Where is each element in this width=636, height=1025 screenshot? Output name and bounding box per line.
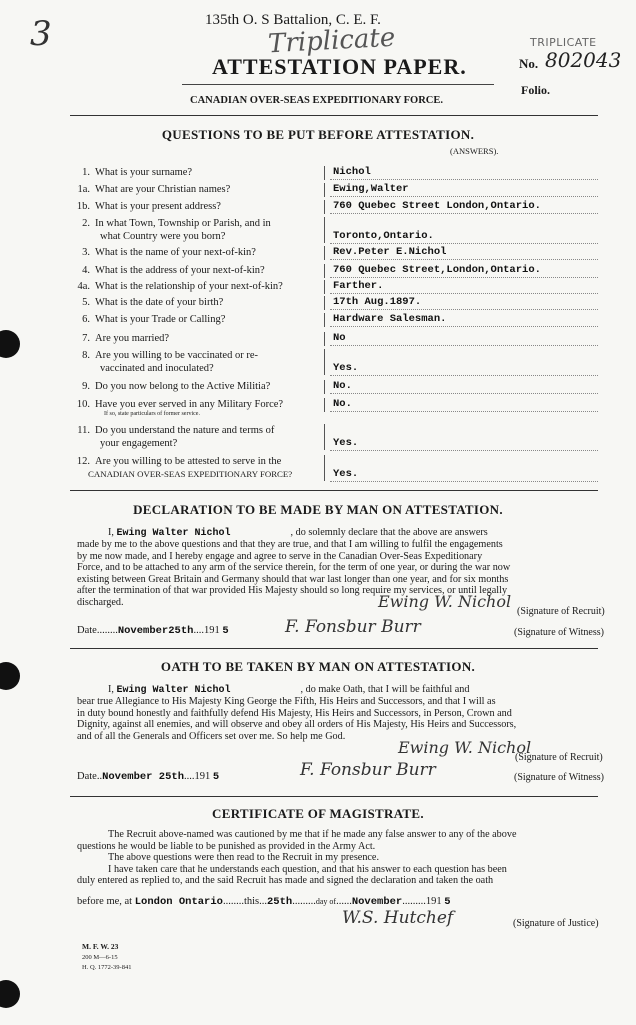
oath-end-rule (70, 796, 598, 797)
declaration-line: by me now made, and I hereby engage and agree to serve in the Canadian Over-Seas Expeditionary (77, 550, 483, 562)
header-rule (70, 115, 598, 116)
declaration-line: Force, and to be attached to any arm of the service therein, for the term of one year, or during the war now (77, 562, 511, 574)
question-number: 2. (82, 218, 90, 229)
answer-line (330, 326, 598, 327)
triplicate-handwritten: Triplicate (267, 22, 396, 60)
question-number: 1a. (77, 184, 90, 195)
answer-line (330, 375, 598, 376)
question-text-continued: vaccinated and inoculated? (100, 363, 214, 374)
declaration-date: November25th (117, 625, 194, 637)
question-text-continued: what Country were you born? (100, 231, 226, 242)
answer-value: 760 Quebec Street London,Ontario. (333, 200, 541, 212)
answer-line (330, 277, 598, 278)
question-note: If so, state particulars of former service. (104, 411, 200, 417)
declaration-end-rule (70, 648, 598, 649)
question-text: What are your Christian names? (95, 184, 231, 195)
certificate-line: The above questions were then read to the Recruit in my presence. (108, 852, 380, 864)
triplicate-stamp: TRIPLICATE (530, 36, 597, 49)
question-text: What is your Trade or Calling? (95, 314, 226, 325)
title-rule (182, 84, 494, 85)
question-text: What is your surname? (95, 167, 193, 178)
answer-bracket (324, 349, 325, 375)
oath-date-row: Date..November 25th....191 5 (77, 771, 220, 783)
justice-signature: W.S. Hutchef (342, 908, 454, 928)
answer-line (330, 259, 598, 260)
answer-value: No. (333, 380, 352, 392)
answer-line (330, 309, 598, 310)
answer-bracket (324, 280, 325, 294)
answer-value: Yes. (333, 468, 359, 480)
number-label: No. (519, 56, 539, 71)
folio-label: Folio. (521, 83, 550, 97)
declaration-line: discharged. (77, 597, 124, 608)
subtitle: CANADIAN OVER-SEAS EXPEDITIONARY FORCE. (190, 95, 444, 106)
oath-year-digit: 5 (212, 771, 220, 783)
declaration-i: I, (108, 527, 114, 538)
declaration-line1 (108, 527, 488, 539)
answer-bracket (324, 246, 325, 260)
declaration-line: made by me to the above questions and that they are true, and that I am willing to fulfil the engagements (77, 539, 503, 550)
answer-value: Ewing,Walter (333, 183, 409, 195)
question-number: 9. (82, 381, 90, 392)
answer-line (330, 196, 598, 197)
declaration-year-digit: 5 (222, 625, 229, 637)
answer-line (330, 411, 598, 412)
answer-bracket (324, 313, 325, 327)
oath-name: Ewing Walter Nichol (116, 685, 231, 696)
regimental-number: 802043 (545, 48, 622, 72)
declaration-suffix: , do solemnly declare that the above are answers (290, 527, 488, 538)
punch-hole-3 (0, 980, 20, 1008)
question-number: 6. (82, 314, 90, 325)
certificate-line: I have taken care that he understands each question, and that his answer to each question has been (108, 863, 507, 875)
oath-recruit-signature: Ewing W. Nichol (398, 738, 532, 757)
question-number: 12. (76, 456, 90, 467)
justice-label: (Signature of Justice) (513, 918, 599, 929)
certificate-month: November (351, 896, 403, 908)
declaration-date-row: Date........November25th....191 5 (77, 625, 229, 637)
footer-form-number: M. F. W. 23 (82, 942, 119, 951)
declaration-year-prefix: 191 (203, 625, 220, 636)
declaration-heading: DECLARATION TO BE MADE BY MAN ON ATTESTATION. (133, 502, 503, 517)
questions-end-rule (70, 490, 598, 491)
oath-line: in duty bound honestly and faithfully defend His Majesty, His Heirs and Successors, in Person, Crown and (77, 707, 512, 719)
question-text: Are you willing to be vaccinated or re- (95, 350, 258, 361)
question-number: 5. (82, 297, 90, 308)
question-text: What is the address of your next-of-kin? (95, 265, 265, 276)
oath-line1 (108, 684, 469, 696)
answer-value: 760 Quebec Street,London,Ontario. (333, 264, 541, 276)
declaration-recruit-signature: Ewing W. Nichol (378, 592, 512, 611)
oath-date-label: Date (77, 771, 97, 782)
question-text: What is the date of your birth? (95, 297, 224, 308)
certificate-line: duly entered as replied to, and the said Recruit has made and signed the declaration and taken the oath (77, 875, 494, 887)
oath-line: and of all the Generals and Officers set over me. So help me God. (77, 730, 346, 742)
footer-print-run: 200 M—6-15 (82, 954, 118, 961)
question-number: 1b. (76, 201, 90, 212)
answer-bracket (324, 332, 325, 346)
question-text: Have you ever served in any Military Force? (95, 399, 284, 410)
certificate-day: 25th (267, 896, 293, 908)
answer-line (330, 213, 598, 214)
footer-hq: H. Q. 1772-39-841 (82, 964, 132, 971)
question-text: What is the name of your next-of-kin? (95, 247, 256, 258)
certificate-place-row: before me, at London Ontario........this...25th.........day of......November.........191 5 (77, 896, 451, 908)
question-text-continued: your engagement? (100, 438, 178, 449)
answer-value: Toronto,Ontario. (333, 230, 434, 242)
answer-bracket (324, 217, 325, 243)
answer-line (330, 179, 598, 180)
document-title: ATTESTATION PAPER. (212, 54, 467, 79)
answer-value: No. (333, 398, 352, 410)
answer-line (330, 450, 598, 451)
question-number: 10. (76, 399, 90, 410)
answer-line (330, 481, 598, 482)
answer-bracket (324, 424, 325, 450)
declaration-line: after the termination of that war provided His Majesty should so long require my services, or until legally (77, 585, 508, 597)
declaration-witness-label: (Signature of Witness) (514, 627, 604, 638)
oath-heading: OATH TO BE TAKEN BY MAN ON ATTESTATION. (160, 659, 476, 674)
answer-value: Rev.Peter E.Nichol (333, 246, 447, 258)
question-number: 1. (82, 167, 90, 178)
question-text: What is the relationship of your next-of-kin? (95, 281, 283, 292)
question-number: 3. (82, 247, 90, 258)
certificate-line: questions he would be liable to be punished as provided in the Army Act. (77, 840, 376, 852)
oath-year-prefix: 191 (194, 771, 211, 782)
answer-value: 17th Aug.1897. (333, 296, 422, 308)
this-label: this (243, 896, 260, 907)
certificate-line: The Recruit above-named was cautioned by me that if he made any false answer to any of the above (108, 829, 517, 840)
certificate-year-prefix: 191 (425, 896, 442, 907)
corner-mark: 3 (30, 14, 52, 54)
answer-bracket (324, 398, 325, 412)
oath-suffix: , do make Oath, that I will be faithful and (300, 684, 470, 695)
question-text: In what Town, Township or Parish, and in (95, 218, 271, 229)
certificate-place: London Ontario (134, 896, 223, 908)
declaration-recruit-label: (Signature of Recruit) (517, 606, 605, 617)
day-of-label: day of (315, 897, 337, 906)
battalion-heading: 135th O. S Battalion, C. E. F. (205, 12, 381, 28)
answer-line (330, 393, 598, 394)
question-number: 7. (82, 333, 90, 344)
oath-date: November 25th (102, 771, 184, 783)
certificate-heading: CERTIFICATE OF MAGISTRATE. (212, 806, 424, 821)
answer-line (330, 345, 598, 346)
oath-line: bear true Allegiance to His Majesty King George the Fifth, His Heirs and Successors, and that I will as (77, 696, 496, 707)
oath-i: I, (108, 684, 114, 695)
answer-bracket (324, 200, 325, 214)
answer-bracket (324, 296, 325, 310)
oath-line: Dignity, against all enemies, and will observe and obey all orders of His Majesty, His Heirs and Successors, (77, 719, 517, 731)
answer-value: Nichol (333, 166, 371, 178)
oath-witness-signature: F. Fonsbur Burr (300, 760, 436, 780)
oath-recruit-label: (Signature of Recruit) (515, 752, 603, 763)
declaration-name: Ewing Walter Nichol (116, 528, 231, 539)
answer-bracket (324, 455, 325, 481)
answer-value: Yes. (333, 437, 359, 449)
question-text-continued: CANADIAN OVER-SEAS EXPEDITIONARY FORCE? (88, 469, 293, 479)
question-text: Are you willing to be attested to serve in the (95, 456, 282, 467)
answer-bracket (324, 264, 325, 278)
questions-heading: QUESTIONS TO BE PUT BEFORE ATTESTATION. (161, 127, 475, 142)
declaration-date-label: Date (77, 625, 97, 636)
question-number: 8. (82, 350, 90, 361)
declaration-witness-signature: F. Fonsbur Burr (285, 617, 421, 637)
before-label: before me, at (77, 896, 133, 907)
certificate-year-digit: 5 (444, 896, 451, 908)
answer-bracket (324, 166, 325, 180)
punch-hole-1 (0, 330, 20, 358)
question-text: Do you now belong to the Active Militia? (95, 381, 271, 392)
question-number: 4a. (77, 281, 90, 292)
question-number: 4. (82, 265, 90, 276)
answer-value: No (333, 332, 346, 344)
question-number: 11. (77, 425, 90, 436)
question-text: Do you understand the nature and terms of (95, 425, 275, 436)
question-text: What is your present address? (95, 201, 221, 212)
answer-line (330, 243, 598, 244)
answer-value: Yes. (333, 362, 359, 374)
answer-bracket (324, 183, 325, 197)
answer-value: Farther. (333, 280, 384, 292)
answer-line (330, 293, 598, 294)
answers-label: (ANSWERS). (450, 146, 499, 156)
declaration-line: existing between Great Britain and Germany should that war last longer than one year, and for six months (77, 573, 509, 585)
answer-bracket (324, 380, 325, 394)
answer-value: Hardware Salesman. (333, 313, 447, 325)
question-text: Are you married? (95, 333, 170, 344)
oath-witness-label: (Signature of Witness) (514, 772, 604, 783)
